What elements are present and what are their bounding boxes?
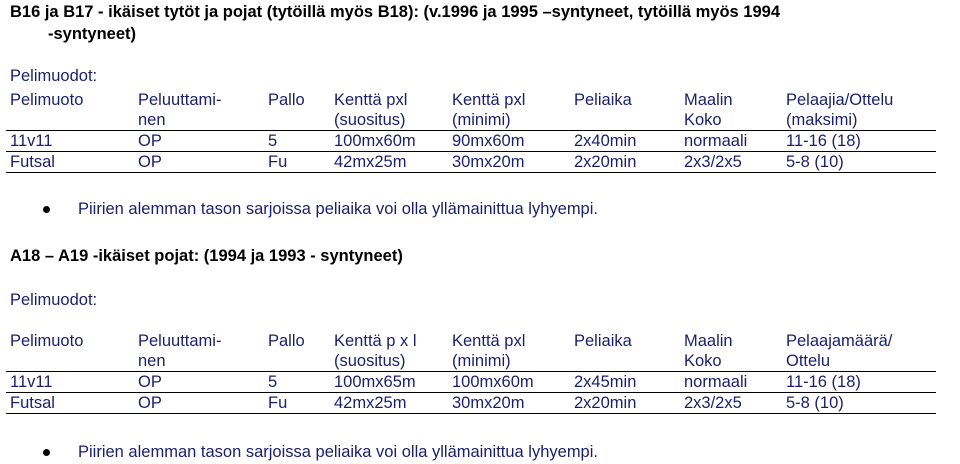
table-cell: 2x40min <box>570 131 680 152</box>
header-cell: Pallo <box>264 90 330 131</box>
table-cell: Fu <box>264 393 330 414</box>
table-cell: normaali <box>680 131 782 152</box>
table-cell: 100mx60m <box>330 131 448 152</box>
header-cell: Maalin Koko <box>680 90 782 131</box>
table-cell: 11-16 (18) <box>782 372 936 393</box>
header-cell: Pallo <box>264 331 330 372</box>
table-cell: 2x3/2x5 <box>680 152 782 173</box>
table-cell: 2x3/2x5 <box>680 393 782 414</box>
table-cell: 100mx60m <box>448 372 570 393</box>
table-cell: 11v11 <box>6 372 134 393</box>
header-cell: Maalin Koko <box>680 331 782 372</box>
header-cell: Pelaajia/Ottelu (maksimi) <box>782 90 936 131</box>
table-cell: 5-8 (10) <box>782 393 936 414</box>
section2-pelimuodot-label: Pelimuodot: <box>10 291 98 309</box>
table-cell: 5 <box>264 372 330 393</box>
table-cell: OP <box>134 131 264 152</box>
table-row <box>6 152 936 173</box>
table-cell: 30mx20m <box>448 152 570 173</box>
header-cell: Peliaika <box>570 331 680 372</box>
header-cell: Pelimuoto <box>6 331 134 372</box>
table-cell: 5 <box>264 131 330 152</box>
table-cell: 11v11 <box>6 131 134 152</box>
section1-header-row <box>6 90 936 131</box>
section2-title: A18 – A19 -ikäiset pojat: (1994 ja 1993 - syntyneet) <box>10 247 403 265</box>
section1-table <box>6 90 936 173</box>
table-cell: 2x20min <box>570 152 680 173</box>
table-cell: 11-16 (18) <box>782 131 936 152</box>
header-cell: Pelimuoto <box>6 90 134 131</box>
header-cell: Kenttä pxl (minimi) <box>448 90 570 131</box>
table-cell: 30mx20m <box>448 393 570 414</box>
table-cell: Futsal <box>6 152 134 173</box>
header-cell: Pelaajamäärä/ Ottelu <box>782 331 936 372</box>
section2-header-row <box>6 331 936 372</box>
section1-title-line1: B16 ja B17 - ikäiset tytöt ja pojat (tytöillä myös B18): (v.1996 ja 1995 –syntyneet, tytöillä myös 1994 <box>10 3 781 21</box>
table-cell: 2x45min <box>570 372 680 393</box>
bullet-icon <box>43 449 50 456</box>
section1-title-line2: -syntyneet) <box>48 25 137 43</box>
bullet-icon <box>43 206 50 213</box>
header-cell: Peluuttami- nen <box>134 331 264 372</box>
section2-table <box>6 331 936 414</box>
table-row <box>6 131 936 152</box>
table-cell: 90mx60m <box>448 131 570 152</box>
section2-note: Piirien alemman tason sarjoissa peliaika voi olla yllämainittua lyhyempi. <box>78 443 598 461</box>
header-cell: Kenttä pxl (minimi) <box>448 331 570 372</box>
header-cell: Kenttä p x l (suositus) <box>330 331 448 372</box>
table-cell: OP <box>134 372 264 393</box>
table-cell: 42mx25m <box>330 393 448 414</box>
section1-pelimuodot-label: Pelimuodot: <box>10 67 98 85</box>
table-cell: 100mx65m <box>330 372 448 393</box>
table-cell: Fu <box>264 152 330 173</box>
table-cell: Futsal <box>6 393 134 414</box>
table-row <box>6 393 936 414</box>
table-cell: OP <box>134 393 264 414</box>
table-cell: 2x20min <box>570 393 680 414</box>
table-row <box>6 372 936 393</box>
table-cell: OP <box>134 152 264 173</box>
table-cell: 5-8 (10) <box>782 152 936 173</box>
header-cell: Peliaika <box>570 90 680 131</box>
header-cell: Kenttä pxl (suositus) <box>330 90 448 131</box>
section1-note: Piirien alemman tason sarjoissa peliaika voi olla yllämainittua lyhyempi. <box>78 200 598 218</box>
header-cell: Peluuttami- nen <box>134 90 264 131</box>
table-cell: 42mx25m <box>330 152 448 173</box>
table-cell: normaali <box>680 372 782 393</box>
